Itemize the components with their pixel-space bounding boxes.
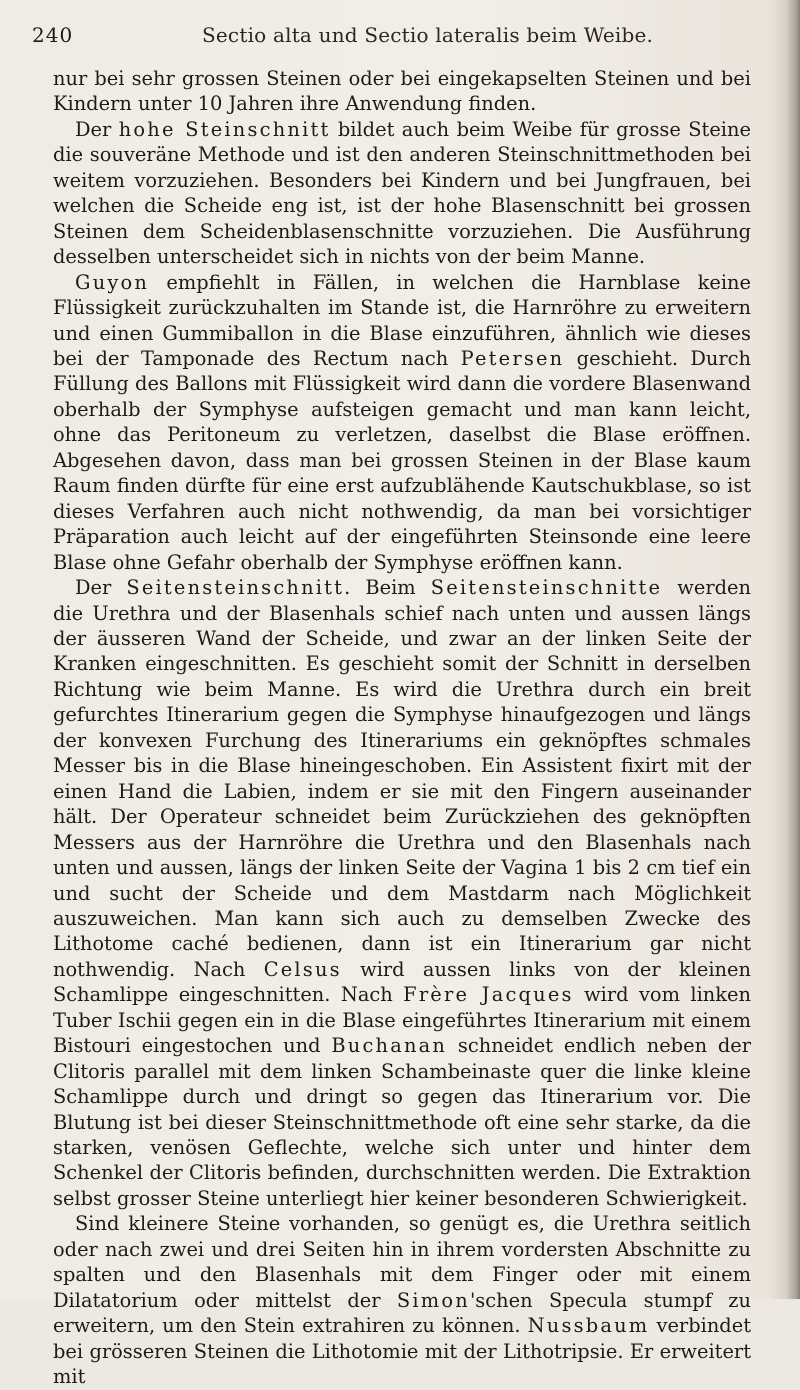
- author-name: Celsus: [263, 957, 342, 981]
- running-head: Sectio alta und Sectio lateralis beim Weibe.: [202, 23, 654, 47]
- page-number: 240: [32, 23, 74, 47]
- paragraph-4: Der Seitensteinschnitt. Beim Seitensteinschnitte werden die Urethra und der Blasenhals schief nach unten und aussen längs der äusseren Wand der Scheide, und zwar an der linken Seite der Kranken eingeschnitten. Es geschieht somit der Schnitt in derselben Richtung wie beim Manne. Es wird die Urethra durch ein breit gefurchtes Itinerarium gegen die Symphyse hinaufgezogen und längs der konvexen Furchung des Itinerariums ein geknöpftes schmales Messer bis in die Blase hineingeschoben. Ein Assistent fixirt mit der einen Hand die Labien, indem er sie mit den Fingern auseinander hält. Der Operateur schneidet beim Zurückziehen des geknöpften Messers aus der Harnröhre die Urethra und den Blasenhals nach unten und aussen, längs der linken Seite der Vagina 1 bis 2 cm tief ein und sucht der Scheide und dem Mastdarm nach Möglichkeit auszuweichen. Man kann sich auch zu demselben Zwecke des Lithotome caché bedienen, dann ist ein Itinerarium gar nicht nothwendig. Nach Celsus wird aussen links von der kleinen Schamlippe eingeschnitten. Nach Frère Jacques wird vom linken Tuber Ischii gegen ein in die Blase eingeführtes Itinerarium mit einem Bistouri eingestochen und Buchanan schneidet endlich neben der Clitoris parallel mit dem linken Schambeinaste quer die linke kleine Schamlippe durch und dringt so gegen das Itinerarium vor. Die Blutung ist bei dieser Steinschnittmethode oft eine sehr starke, da die starken, venösen Geflechte, welche sich unter und hinter dem Schenkel der Clitoris befinden, durchschnitten werden. Die Extraktion selbst grosser Steine unterliegt hier keiner besonderen Schwierigkeit.: [53, 576, 752, 1210]
- paragraph-5: Sind kleinere Steine vorhanden, so genügt es, die Urethra seitlich oder nach zwei und drei Seiten hin in ihrem vordersten Abschnitte zu spalten und den Blasenhals mit dem Finger oder mit einem Dilatatorium oder mittelst der Simon'schen Specula stumpf zu erweitern, um den Stein extrahiren zu können. Nussbaum verbindet bei grösseren Steinen die Lithotomie mit der Lithotripsie. Er erweitert mit: [53, 1212, 751, 1389]
- author-name: Buchanan: [331, 1034, 448, 1058]
- author-name: Guyon: [75, 270, 150, 294]
- page-edge-shadow: [786, 0, 800, 1299]
- author-name: Simon: [396, 1288, 470, 1312]
- page-header: [32, 18, 654, 52]
- paragraph-1: nur bei sehr grossen Steinen oder bei eingekapselten Steinen und bei Kindern unter 10 Jahren ihre Anwendung finden.: [53, 67, 751, 116]
- spaced-term: hohe Steinschnitt: [118, 117, 331, 141]
- spaced-term: Seitensteinschnitte: [430, 576, 663, 600]
- body-text: [53, 66, 751, 1390]
- paragraph-2: Der hohe Steinschnitt bildet auch beim Weibe für grosse Steine die souveräne Methode und ist den anderen Steinschnittmethoden bei weitem vorzuziehen. Besonders bei Kindern und bei Jungfrauen, bei welchen die Scheide eng ist, ist der hohe Blasenschnitt bei grossen Steinen dem Scheidenblasenschnitte vorzuziehen. Die Ausführung desselben unterscheidet sich in nichts von der beim Manne.: [53, 117, 751, 269]
- paragraph-3: Guyon empfiehlt in Fällen, in welchen die Harnblase keine Flüssigkeit zurückzuhalten im Stande ist, die Harnröhre zu erweitern und einen Gummiballon in die Blase einzuführen, ähnlich wie dieses bei der Tamponade des Rectum nach Petersen geschieht. Durch Füllung des Ballons mit Flüssigkeit wird dann die vordere Blasenwand oberhalb der Symphyse aufsteigen gemacht und man kann leicht, ohne das Peritoneum zu verletzen, daselbst die Blase eröffnen. Abgesehen davon, dass man bei grossen Steinen in der Blase kaum Raum finden dürfte für eine erst aufzublähende Kautschukblase, so ist dieses Verfahren auch nicht nothwendig, da man bei vorsichtiger Präparation auch leicht auf der eingeführten Steinsonde eine leere Blase ohne Gefahr oberhalb der Symphyse eröffnen kann.: [53, 270, 751, 574]
- author-name: Nussbaum: [527, 1314, 650, 1338]
- spaced-term: Seitensteinschnitt: [126, 576, 345, 600]
- author-name: Frère Jacques: [403, 983, 574, 1007]
- author-name: Petersen: [460, 346, 565, 370]
